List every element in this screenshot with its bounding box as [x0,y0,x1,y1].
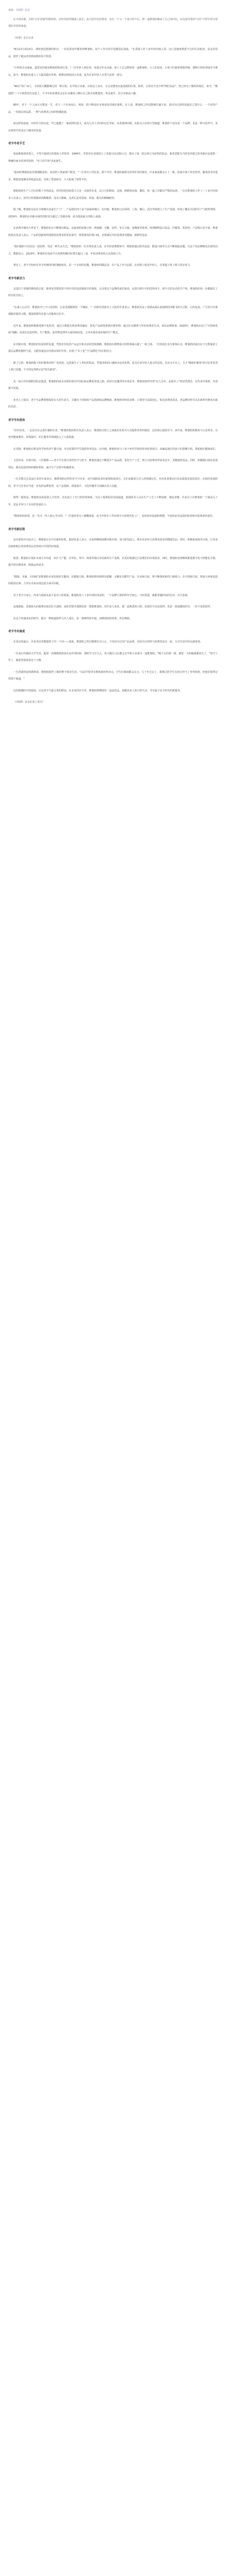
section-paragraph: "最初的维他奶是用玻璃瓶装的，由送奶工挨家挨户配送。"一位老员工回忆说，那个年代，维他奶被视为营养补充的象征，许多家庭都会订上一瓶，给家中孩子补充营养。随着技术的进步，维他奶逐渐改用纸盒包装，实现了常温保存，大大拓展了销售半径。 [8,171,218,181]
section-paragraph: 除了豆奶，维他奶旗下的柠檬茶同样广受欢迎。这款诞生于上世纪的饮品，凭借清爽的口感和亲民的价格，成为许多年轻人夏日的首选。在社交平台上，关于"维他柠檬茶"的讨论常常登上热门话题，不少网友笑称它是"快乐源泉"。 [8,361,218,371]
intro-paragraph: "小时候去亲戚家，最常见的就是维他奶和冰红茶。"一位年轻人回忆说，每逢过年走亲戚，桌子上总会摆放着一盒维他奶，大人们说话，小孩子们就拿着吸管喝，那种豆奶的香味至今难忘。如今，维他奶也进入了大陆的超市货架、便利店和校园小卖部，成为许多年轻人日常生活的一部分。 [8,66,218,77]
section-paragraph: 走进位于香港的维他奶总部，陈列室里摆放着不同年代的包装瓶和宣传海报，记录着这个品牌的成长轨迹。从黑白照片中的送奶单车，到今天的自动化生产线，维他奶的每一步都踩在了时代的节拍上。 [8,287,218,297]
intro-paragraph: 而这样的连接，历经岁月的沉淀，早已超越了一瓶饮料的意义，成为几代人共同的记忆坐标。从香港到内地，从街头小店到大型商超，维他奶不仅仅是一个品牌，更是一种文化符号，见证着时代的变迁与城市的发展。 [8,122,218,132]
section-heading: 老字号新活力 [8,277,25,280]
section-paragraph: "好的企业，一定是有社会责任感的企业。"维他奶集团相关负责人表示，维他奶自创立之初就肩负着为大众提供营养的使命，这份初心延续至今。多年来，维他奶积极参与公益事业，在营养健康教育、环境保护、社区服务等领域投入了大量资源。 [8,429,218,439]
intro-paragraph: "8点12分或13分，准时到达摆满的柜台，一份是要求柠檬茶和维他奶，每个工作日的早晨都固定如此。"在香港工作十多年的内地人说，这已是她再熟悉不过的生活轨迹，是这份饮品，陪伴了她从青涩到成熟的每个阶段。 [8,48,218,58]
section-paragraph: 在这个快速变化的时代，能有一种味道陪伴几代人成长，是一种难得的幸福。而维他奶的故事，仍在继续。 [13,617,132,620]
source-label: 来源： [8,9,16,12]
source-brand-link[interactable]: 《环球》杂志 [15,9,30,12]
section-5 [8,629,218,706]
intro-paragraph: 80年，对于一个人而言可能是一生，对于一个企业而言，则是一段不断适应市场变化的漫长旅程。有人说，维他奶之所以能够长盛不衰，是因为它始终知道自己要什么：一个好的产品，一份稳定的品质，一种与消费者之间的情感连接。 [8,104,218,114]
section-paragraph: 据悉，维他奶计划在未来几年内进一步扩大产能，在华东、华中、西南等地区布局新的生产基地，以更好地满足日益增长的市场需求。同时，维他奶也将继续推进数字化与智能化升级，提升供应链效率，降低运营成本。 [8,556,218,567]
section-paragraph: 谈起维他奶的创立，不得不提到它的创始人罗桂祥。1940年，罗桂祥在香港创立了香港豆品有限公司，推出了第一款以黄豆为原料的饮品。他希望能为当时营养匮乏的香港市民提供一种廉价而有营养的饮料，"穷人的牛奶"由此诞生。 [8,152,218,163]
section-heading: 老字号有使命 [8,418,25,422]
section-paragraph: 文化传承、市场开拓、工匠精神——老字号有着自身的坚守与担当。维他奶通过不断提升产品品质、优化生产工艺，努力为消费者带来更安全、更健康的饮品；同时，积极践行绿色发展理念，推动包装材料的循环利用，减少生产过程中的碳排放。 [8,459,218,469]
section-paragraph: 夜幕降临，香港街头的便利店依旧灯火通明，冰柜里整齐地摆放着一排排维他奶。对许多人来说，那一盒熟悉的豆奶，装着的不仅是饮料，更是一段温暖的时光、一份不变的陪伴。 [13,605,213,608]
lead-byline: 《环球》杂志记者 [13,36,34,40]
lead-paragraph: 在中国香港，有和"百岁老铺"的维他奶，历经风雨伴随港人成长；而大陆年轻消费者，也在一个又一个夏日的午后，把一盒维他奶喝成了自己的回忆，在包装印着的"百岁"字样中找寻着那份青春的味道。 [8,18,218,28]
section-paragraph: 一位香港的退休教师说，维他奶陪伴了她的整个职业生涯。"以前学校里有维他奶的售卖点，学生们课间都会去买。几十年过去了，我教过的学生有的已经当了爷爷奶奶，但他们依然记得那个味道。" [8,670,218,681]
section-1 [8,141,218,269]
section-3 [8,417,218,520]
section-paragraph: "维他奶的故事，是一代又一代人用心书写的。"一位退休老员工感慨地说，从当年的手工作坊到今天的现代化工厂，变化的是设备和规模，不变的是对品质的执着和对消费者的责任。 [13,515,215,518]
section-paragraph: 一位来自内地的大学生说，她第一次喝维他奶是在高中的时候，那时学习压力大，每天晚自习后都会去学校小卖部买一盒维他奶，"喝下去的那一刻，感觉一天的疲惫都消失了。"如今工作了，她依然保留着这个习惯。 [8,652,218,662]
section-paragraph: 事实上，老字号如何在坚守传统的同时拥抱变化，是一个永恒的话题。维他奶的做法是：在产品上坚守品质，在营销上贴近年轻人，在渠道上线上线下同步发力。 [13,264,193,267]
section-paragraph: 一位长期关注食品行业的专家表示，像维他奶这样的老字号企业，是中国制造业的重要组成部分。它们承载着几代人的情感记忆，也肩负着推动行业高质量发展的责任。在新的发展阶段，老字号企业应当进一步发挥品牌优势，在产品创新、质量提升、文化传播等方面做出更大贡献。 [8,478,218,488]
section-heading: 老字号老手艺 [8,142,25,145]
section-paragraph: "我们做的不仅仅是一款饮料，更是一种生活方式。"维他奶的一位市场负责人说，在年轻消费群体中，维他奶通过联名包装、限量口味等方式不断制造话题，让这个老品牌焕发出新的活力。数据显示，2020年，维他奶在电商平台的销售额同比增长超过三成，年轻消费者的占比持续上升。 [8,245,218,256]
intro-block [8,46,218,134]
section-paragraph: 值得一提的是，维他奶高度重视人才培养。企业设立了专门的培训体系，为员工提供职业发展通道，鼓励技术人员在生产工艺上不断钻研、精益求精。许多员工在维他奶一干就是几十年，见证并参与了企业的发展壮大。 [8,496,218,506]
section-paragraph: 对于老字号而言，传承与创新从来不是对立的两面。维他奶用八十多年的时间证明，一个品牌只要始终坚守初心、与时俱进，就能穿越时间的长河，历久弥新。 [13,594,190,597]
section-paragraph: 在香港，维他奶长期支持学校营养午餐计划，为有需要的学生提供营养饮品；在内地，维他奶参与了多个乡村学校的营养改善项目，向偏远地区的孩子们捐赠豆奶，帮助他们健康成长。 [13,447,218,451]
section-paragraph: 维他奶的生产工艺历经数十年的改良，但坚持选用优质大豆这一点始终未变。从大豆的挑选、浸泡、研磨到杀菌、灌装，每一道工序都有严格的标准。一位在维他奶工作了二十多年的技术人员表示，好的豆奶要做到香醇顺滑、没有豆腥味，这背后是对温度、时间、配比的精确把控。 [8,190,218,200]
section-4 [8,527,218,623]
article-source [8,7,218,14]
section-paragraph: （《环球》杂志记者 / 采写） [13,701,45,704]
section-paragraph: 站在新的历史起点上，维他奶正在开启新的征程。集团负责人表示，未来将继续深耕内地市场，加大研发投入，推出更多符合消费者需求的健康饮品；同时，积极拓展海外市场，让更多国家和地区的消费者品尝到来自中国的好味道。 [8,538,218,548]
section-paragraph: 近年来，维他奶积极推进数字化转型。通过大数据分析消费者偏好，优化产品研发和供应链管理；通过社交媒体与年轻消费者互动，讲好品牌故事。2020年，维他奶启动了"可持续发展"战略，承诺在包装材料、生产能耗、废弃物处理等方面持续改进，力争实现更加环保的生产模式。 [8,324,218,334]
intro-paragraph: "90后"的广州人，小时候大概都喝过同一种豆奶，在学校小卖部、在街边士多店，它总是摆放在最显眼的位置。彼时，它的名字还不叫"网红饮品"，但已经有了独特的地位。如今，"维他奶"三个字依然印在包装上，不少年轻消费者会在社交媒体上晒出自己购买的维他奶，怀念童年，也分享新品口感。 [8,85,218,95]
section-paragraph: 在内地市场，维他奶的发展同样迅速。凭借差异化的产品定位和灵活的营销策略，维他奶在植物蛋白饮料领域占据了一席之地。一位快消行业分析师认为，维他奶的成功在于它既保留了港式品牌的独特气质，又能快速适应内地市场的节奏，实现了"本土化"与"品牌化"的有机结合。 [8,343,218,353]
section-paragraph: 在消费升级的大背景下，维他奶也在不断推出新品。从最初的原味豆奶，到低糖、无糖、高钙、朱古力味、麦精味等系列，再到植物蛋白饮品、柠檬茶、茶饮料，产品线日益丰富。维他奶相关负责人表示，产品的创新始终围绕着消费者的需求展开，既要保持经典口味，也要满足年轻消费者对健康、新鲜的追求。 [8,227,218,237]
section-paragraph: 据了解，维他奶目前在全球拥有多家生产工厂，产品销往四十多个国家和地区。在内地，维他奶已在深圳、上海、佛山、武汉等地建立了生产基地，形成了覆盖全国的生产与销售网络。2019年，维他奶在内地市场的营收首次超过了香港市场，成为集团最大的收入来源。 [8,208,218,218]
section-heading: 老字号新征程 [8,528,25,531]
section-paragraph: 从一间小作坊到跨国饮品集团，维他奶的成长历程折射出中国民族品牌的发展之路。面对日益激烈的市场竞争，维他奶始终坚持"以人为本、品质至上"的经营理念，在传承中创新，在创新中发展。 [8,380,218,390]
section-paragraph: 这份跨越时空的温度，正是老字号最宝贵的财富。在未来的岁月里，维他奶将继续用一盒盒饮品，温暖更多人的日常生活，书写属于这个时代的新篇章。 [13,689,183,692]
section-paragraph: 在采访的最后，许多受访者都提到了同一个词——温度。维他奶之所以能够打动人心，不仅因为它的产品品质，更因为它始终与消费者站在一起，分享生活中的点滴喜悦。 [13,640,203,643]
section-2 [8,276,218,411]
section-heading: 老字号有温度 [8,630,25,633]
section-paragraph: "在港人心目中，维他奶早已不只是饮料，它是香港精神的一个缩影。"一位研究香港本土文化的学者表示，维他奶见证了香港从战后重建到经济腾飞的全过程，它的包装、广告语乃至玻璃瓶回收的习惯，都深深烙印在港人的集体记忆中。 [8,306,218,316]
section-paragraph: 业内人士指出，老字号品牌要想保持长久的生命力，关键在于持续的产品创新和品牌焕新。维他奶的经验表明，只要坚守品质初心、贴近消费者需求，老品牌同样可以在新时代焕发出新的光彩。 [8,398,218,409]
section-paragraph: "健康、美味、可持续"是维他奶未来发展的关键词。在健康方面，维他奶将持续推出低糖、无糖及功能性产品；在美味方面，将不断探索新的口味组合；在可持续方面，将加大环保包装的使用比例，力争在未来实现包装全面可回收。 [8,575,218,585]
